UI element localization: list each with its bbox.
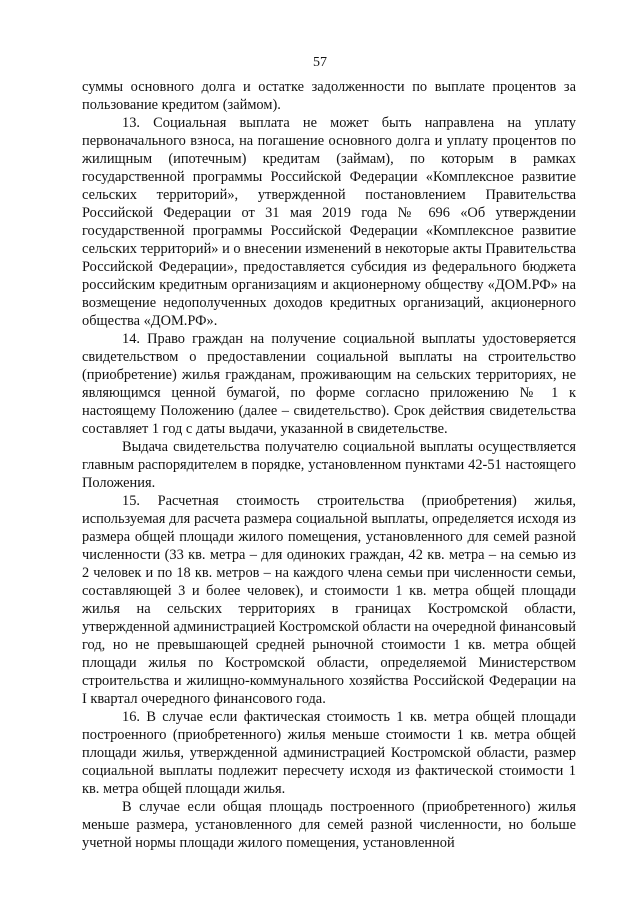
paragraph-item-14-issuance: Выдача свидетельства получателю социальной выплаты осуществляется главным распорядителем в порядке, установленном пунктами 42-51 настоящего Положения. <box>82 439 576 491</box>
document-body <box>82 78 576 852</box>
paragraph-item-14: 14. Право граждан на получение социальной выплаты удостоверяется свидетельством о предоставлении социальной выплаты на строительство (приобретение) жилья гражданам, проживающим на сельских территориях, не являющимся ценной бумагой, по форме согласно приложению № 1 к настоящему Положению (далее – свидетельство). Срок действия свидетельства составляет 1 год с даты выдачи, указанной в свидетельстве. <box>82 331 576 437</box>
paragraph-item-16: 16. В случае если фактическая стоимость 1 кв. метра общей площади построенного (приобретенного) жилья меньше стоимости 1 кв. метра общей площади жилья, утвержденной администрацией Костромской области, размер социальной выплаты подлежит пересчету исходя из фактической стоимости 1 кв. метра общей площади жилья. <box>82 709 576 797</box>
paragraph-item-15: 15. Расчетная стоимость строительства (приобретения) жилья, используемая для расчета размера социальной выплаты, определяется исходя из размера общей площади жилого помещения, установленного для семей разной численности (33 кв. метра – для одиноких граждан, 42 кв. метра – на семью из 2 человек и по 18 кв. метров – на каждого члена семьи при численности семьи, составляющей 3 и более человек), и стоимости 1 кв. метра общей площади жилья на сельских территориях в границах Костромской области, утвержденной администрацией Костромской области на очередной финансовый год, но не превышающей средней рыночной стоимости 1 кв. метра общей площади жилья по Костромской области, определяемой Министерством строительства и жилищно-коммунального хозяйства Российской Федерации на I квартал очередного финансового года. <box>82 493 576 707</box>
paragraph-continuation: суммы основного долга и остатке задолженности по выплате процентов за пользование кредитом (займом). <box>82 79 576 113</box>
paragraph-item-16-area: В случае если общая площадь построенного (приобретенного) жилья меньше размера, установленного для семей разной численности, но больше учетной нормы площади жилого помещения, установленной <box>82 799 576 851</box>
page-number: 57 <box>313 55 327 70</box>
paragraph-item-13: 13. Социальная выплата не может быть направлена на уплату первоначального взноса, на погашение основного долга и уплату процентов по жилищным (ипотечным) кредитам (займам), по которым в рамках государственной программы Российской Федерации «Комплексное развитие сельских территорий», утвержденной постановлением Правительства Российской Федерации от 31 мая 2019 года № 696 «Об утверждении государственной программы Российской Федерации «Комплексное развитие сельских территорий» и о внесении изменений в некоторые акты Правительства Российской Федерации», предоставляется субсидия из федерального бюджета российским кредитным организациям и акционерному обществу «ДОМ.РФ» на возмещение недополученных доходов кредитных организаций, акционерного общества «ДОМ.РФ». <box>82 115 576 329</box>
